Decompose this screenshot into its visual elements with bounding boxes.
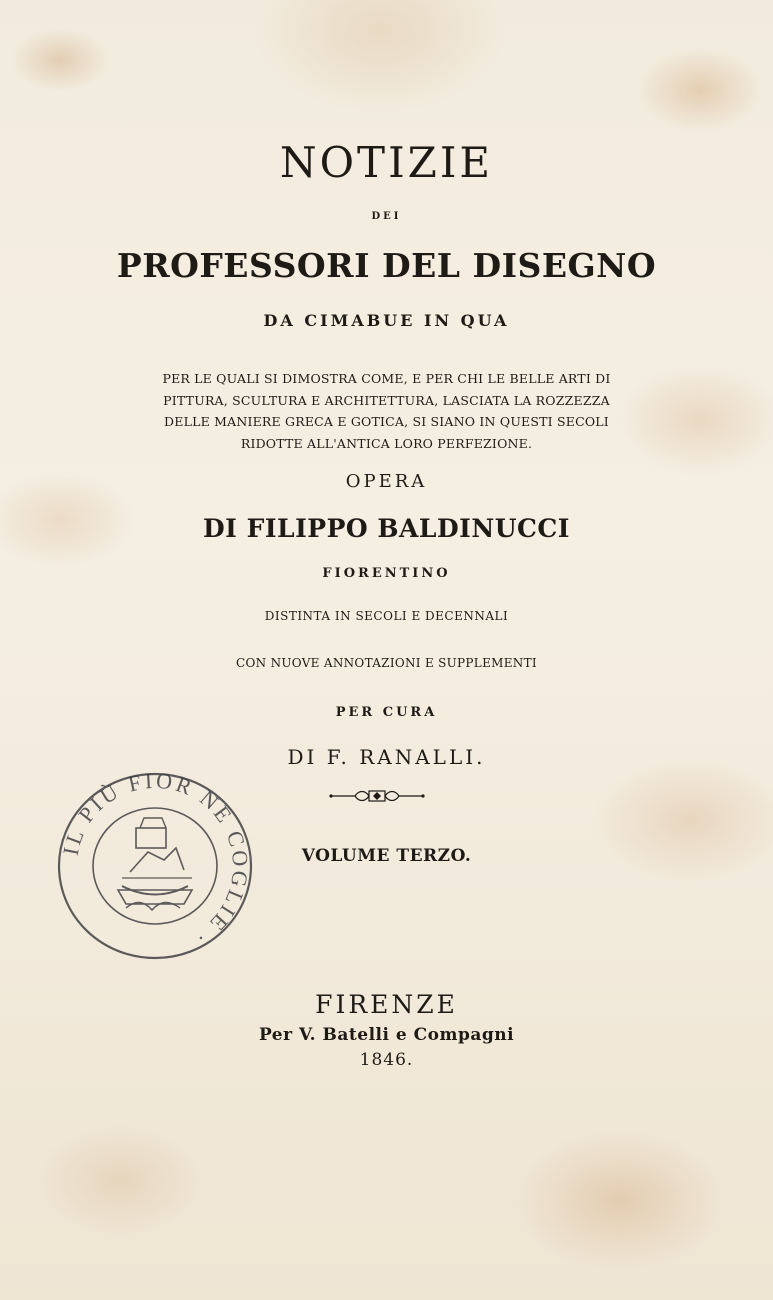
- description-line: DELLE MANIERE GRECA E GOTICA, SI SIANO IN QUESTI SECOLI: [164, 414, 609, 429]
- description-line: RIDOTTE ALL'ANTICA LORO PERFEZIONE.: [240, 435, 533, 451]
- division-note: DISTINTA IN SECOLI E DECENNALI: [264, 609, 509, 623]
- description-line: PER LE QUALI SI DIMOSTRA COME, E PER CHI LE BELLE ARTI DI: [162, 371, 611, 386]
- ornament-divider-icon: [329, 787, 425, 805]
- annotations-note: CON NUOVE ANNOTAZIONI E SUPPLEMENTI: [236, 656, 537, 670]
- author-origin: FIORENTINO: [322, 566, 451, 581]
- book-title: NOTIZIE: [279, 138, 494, 187]
- volume-label: VOLUME TERZO.: [301, 846, 472, 866]
- imprint-city: FIRENZE: [315, 990, 458, 1019]
- book-description: [0, 368, 773, 454]
- library-stamp-icon: [52, 768, 258, 964]
- opera-label: OPERA: [345, 471, 428, 492]
- book-period: DA CIMABUE IN QUA: [263, 311, 510, 330]
- editor-name: DI F. RANALLI.: [287, 745, 486, 769]
- per-cura-label: PER CURA: [335, 705, 438, 720]
- title-connector: DEI: [371, 211, 402, 222]
- stamp-text: IL PIÙ FIOR NE COGLIE ·: [57, 768, 254, 953]
- author-name: DI FILIPPO BALDINUCCI: [203, 514, 570, 543]
- imprint-publisher: Per V. Batelli e Compagni: [258, 1025, 515, 1045]
- imprint-year: 1846.: [359, 1050, 414, 1070]
- book-subject: PROFESSORI DEL DISEGNO: [116, 246, 657, 285]
- description-line: PITTURA, SCULTURA E ARCHITETTURA, LASCIATA LA ROZZEZZA: [163, 392, 610, 408]
